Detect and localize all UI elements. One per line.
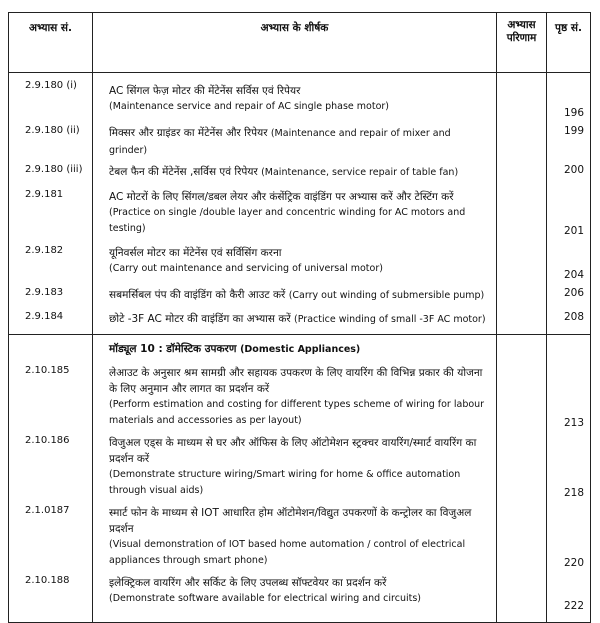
exercise-title bbox=[93, 183, 497, 237]
exercise-number: 2.10.185 bbox=[9, 359, 93, 429]
exercise-number: 2.9.180 (iii) bbox=[9, 159, 93, 183]
exercise-number: 2.10.188 bbox=[9, 569, 93, 623]
title-english: (Perform estimation and costing for different types scheme of wiring for labour materials and accessories as per layout) bbox=[109, 398, 485, 426]
module-title: (Domestic Appliances) bbox=[240, 344, 361, 355]
exercise-title bbox=[93, 119, 497, 159]
exercise-outcome bbox=[497, 119, 547, 159]
module-heading bbox=[93, 335, 497, 359]
exercise-outcome bbox=[497, 183, 547, 237]
table-row bbox=[9, 73, 591, 119]
header-title: अभ्यास के शीर्षक bbox=[93, 13, 497, 73]
page-number: 220 bbox=[547, 499, 591, 569]
title-english: (Practice winding of small -3F AC motor) bbox=[294, 313, 486, 325]
table-header-row bbox=[9, 13, 591, 73]
page-number: 222 bbox=[547, 569, 591, 623]
title-hindi: स्मार्ट फोन के माध्यम से IOT आधारित होम ऑटोमेशन/विद्युत उपकरणों के कन्ट्रोलर का विजुअल प्रदर्शन bbox=[109, 506, 472, 535]
module-page bbox=[547, 335, 591, 359]
header-exercise-no: अभ्यास सं. bbox=[9, 13, 93, 73]
exercise-number: 2.9.180 (ii) bbox=[9, 119, 93, 159]
title-hindi: इलेक्ट्रिकल वायरिंग और सर्किट के लिए उपलब्ध सॉफ्टवेयर का प्रदर्शन करें bbox=[109, 576, 387, 589]
page-number: 201 bbox=[547, 183, 591, 237]
title-english: (Maintenance service and repair of AC single phase motor) bbox=[109, 101, 390, 112]
page-number: 208 bbox=[547, 305, 591, 335]
exercise-title bbox=[93, 499, 497, 569]
table-row bbox=[9, 159, 591, 183]
title-english: (Practice on single /double layer and concentric winding for AC motors and testing) bbox=[109, 206, 466, 234]
exercise-title bbox=[93, 429, 497, 499]
title-hindi: छोटे -3F AC मोटर की वाइंडिंग का अभ्यास करें bbox=[109, 312, 291, 325]
table-row bbox=[9, 569, 591, 623]
table-row bbox=[9, 499, 591, 569]
table-row bbox=[9, 429, 591, 499]
exercise-number: 2.1.0187 bbox=[9, 499, 93, 569]
title-hindi: सबमर्सिबल पंप की वाइंडिंग को कैरी आउट करें bbox=[109, 288, 286, 301]
title-english: (Carry out maintenance and servicing of universal motor) bbox=[109, 262, 383, 274]
page-number: 213 bbox=[547, 359, 591, 429]
exercise-number: 2.9.181 bbox=[9, 183, 93, 237]
exercise-outcome bbox=[497, 359, 547, 429]
title-hindi: यूनिवर्सल मोटर का मेंटेनेंस एवं सर्विसिंग करना bbox=[109, 246, 282, 259]
table-row bbox=[9, 237, 591, 281]
module-heading-row bbox=[9, 335, 591, 359]
exercise-outcome bbox=[497, 73, 547, 119]
exercise-title bbox=[93, 281, 497, 305]
header-page-no: पृष्ठ सं. bbox=[547, 13, 591, 73]
title-hindi: AC मोटरों के लिए सिंगल/डबल लेयर और कंसेंट्रिक वाइंडिंग पर अभ्यास करें और टेस्टिंग करें bbox=[109, 190, 454, 203]
exercise-outcome bbox=[497, 281, 547, 305]
title-english: (Demonstrate software available for electrical wiring and circuits) bbox=[109, 592, 422, 604]
title-english: (Demonstrate structure wiring/Smart wiring for home & office automation through visual aids) bbox=[109, 468, 461, 496]
page-number: 200 bbox=[547, 159, 591, 183]
page-number: 218 bbox=[547, 429, 591, 499]
title-hindi: टेबल फैन की मेंटेनेंस ,सर्विस एवं रिपेयर bbox=[109, 165, 258, 178]
table-row bbox=[9, 305, 591, 335]
table-row bbox=[9, 359, 591, 429]
page-number: 199 bbox=[547, 119, 591, 159]
exercise-number: 2.9.180 (i) bbox=[9, 73, 93, 119]
exercise-title bbox=[93, 359, 497, 429]
page-number: 204 bbox=[547, 237, 591, 281]
module-heading-empty bbox=[9, 335, 93, 359]
title-hindi: मिक्सर और ग्राइंडर का मेंटेनेंस और रिपेयर bbox=[109, 126, 268, 139]
exercise-title bbox=[93, 305, 497, 335]
header-outcome-line1: अभ्यास bbox=[507, 19, 536, 31]
title-hindi: लेआउट के अनुसार श्रम सामग्री और सहायक उपकरण के लिए वायरिंग की विभिन्न प्रकार की योजना के लिए अनुमान और लागत का प्रदर्शन करें bbox=[109, 366, 483, 395]
exercise-title bbox=[93, 569, 497, 623]
exercise-outcome bbox=[497, 237, 547, 281]
exercise-title bbox=[93, 73, 497, 119]
table-row bbox=[9, 183, 591, 237]
exercise-title bbox=[93, 237, 497, 281]
page-number: 206 bbox=[547, 281, 591, 305]
page-number: 196 bbox=[547, 73, 591, 119]
exercise-title bbox=[93, 159, 497, 183]
title-english: (Carry out winding of submersible pump) bbox=[288, 289, 485, 301]
exercise-outcome bbox=[497, 569, 547, 623]
exercise-number: 2.9.184 bbox=[9, 305, 93, 335]
contents-table bbox=[8, 12, 591, 623]
module-label: मॉड्यूल 10 : डॉमेस्टिक उपकरण bbox=[109, 343, 237, 355]
exercise-outcome bbox=[497, 159, 547, 183]
exercise-number: 2.9.182 bbox=[9, 237, 93, 281]
exercise-outcome bbox=[497, 429, 547, 499]
table-row bbox=[9, 281, 591, 305]
title-english: (Visual demonstration of IOT based home automation / control of electrical appliances through smart phone) bbox=[109, 538, 466, 566]
header-outcome bbox=[497, 13, 547, 73]
exercise-number: 2.9.183 bbox=[9, 281, 93, 305]
title-hindi: AC सिंगल फेज़ मोटर की मेंटेनेंस सर्विस एवं रिपेयर bbox=[109, 85, 301, 97]
exercise-outcome bbox=[497, 305, 547, 335]
module-outcome bbox=[497, 335, 547, 359]
title-hindi: विजुअल एड्स के माध्यम से घर और ऑफिस के लिए ऑटोमेशन स्ट्रक्चर वायरिंग/स्मार्ट वायरिंग का प्रदर्शन करें bbox=[109, 436, 477, 465]
table-row bbox=[9, 119, 591, 159]
header-outcome-line2: परिणाम bbox=[506, 32, 537, 44]
exercise-number: 2.10.186 bbox=[9, 429, 93, 499]
title-english: (Maintenance, service repair of table fan) bbox=[261, 166, 459, 178]
exercise-outcome bbox=[497, 499, 547, 569]
title-english: (Maintenance and repair of mixer and grinder) bbox=[109, 127, 451, 156]
